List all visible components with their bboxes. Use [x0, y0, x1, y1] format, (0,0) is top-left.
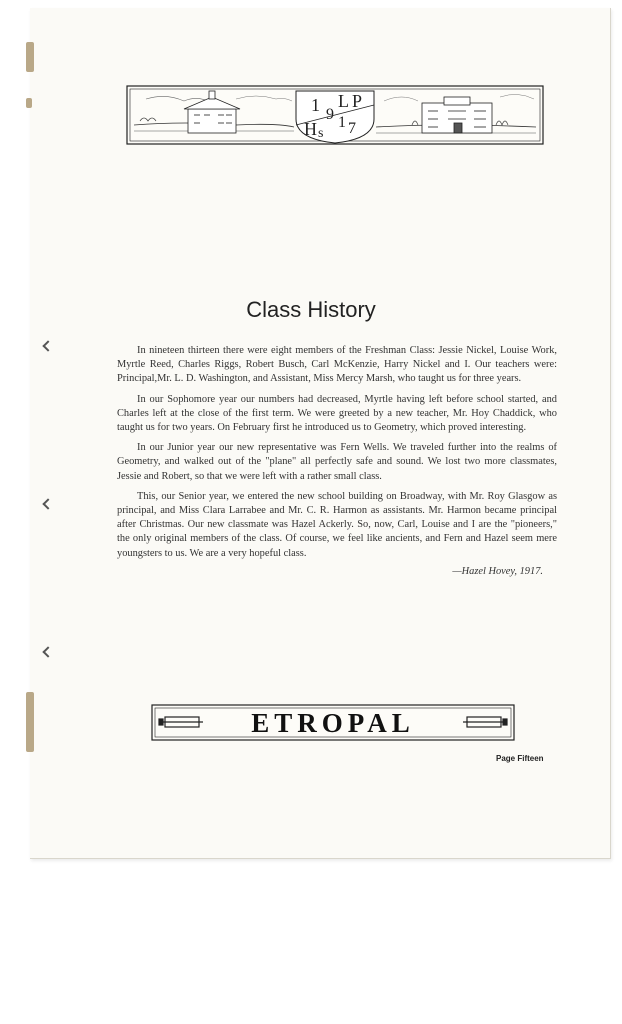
paragraph-sophomore: In our Sophomore year our numbers had decreased, Myrtle having left before school started, and Charles left at the close of the first term. We were greeted by a new teacher, Mr. Hoy Chaddick, who taught us for two years. On February first he introduced us to Geometry, which proved interesting.	[117, 393, 557, 434]
monogram-letter-s: s	[318, 126, 324, 141]
monogram-year-1b: 1	[338, 114, 346, 131]
monogram-year-1: 1	[311, 95, 320, 115]
binding-mark	[26, 692, 34, 752]
page-number: Page Fifteen	[496, 754, 544, 763]
footer-title: ETROPAL	[251, 708, 415, 738]
monogram-letter-p: P	[352, 91, 363, 111]
page-title: Class History	[246, 297, 376, 322]
header-banner	[126, 85, 544, 145]
footer-banner	[151, 704, 515, 741]
paragraph-freshman: In nineteen thirteen there were eight members of the Freshman Class: Jessie Nickel, Louise Work, Myrtle Reed, Charles Riggs, Robert Busch, Carl McKenzie, Harry Nickel and I. Our teachers were: Principal,Mr. L. D. Washington, and Assistant, Miss Mercy Marsh, who taught us for three years.	[117, 345, 557, 385]
monogram-year-9: 9	[326, 106, 334, 123]
author-signature: —Hazel Hovey, 1917.	[452, 565, 543, 577]
monogram-letter-l: L	[338, 91, 349, 111]
monogram-year-7: 7	[348, 120, 356, 137]
binding-mark	[26, 42, 34, 72]
paragraph-junior: In our Junior year our new representative was Fern Wells. We traveled further into the realms of Geometry, and walked out of the "plane" all perfectly safe and sound. We lost two more classmates, Jessie and Robert, so that we were left with a rather small class.	[117, 442, 557, 482]
monogram-letter-h: H	[304, 119, 317, 139]
history-body	[117, 344, 557, 579]
paragraph-senior: This, our Senior year, we entered the new school building on Broadway, with Mr. Roy Glasgow as principal, and Miss Clara Larrabee and Mr. C. R. Harmon as assistants. Mr. Harmon became principal after Christmas. Our new classmate was Hazel Ackerly. So, now, Carl, Louise and I are the "pioneers," the only original members of the class. Of course, we feel like ancients, and Fern and Hazel seem mere youngsters to us. We are a very hopeful class.	[117, 490, 557, 559]
binding-mark	[26, 98, 32, 108]
monogram-shield	[296, 91, 374, 143]
